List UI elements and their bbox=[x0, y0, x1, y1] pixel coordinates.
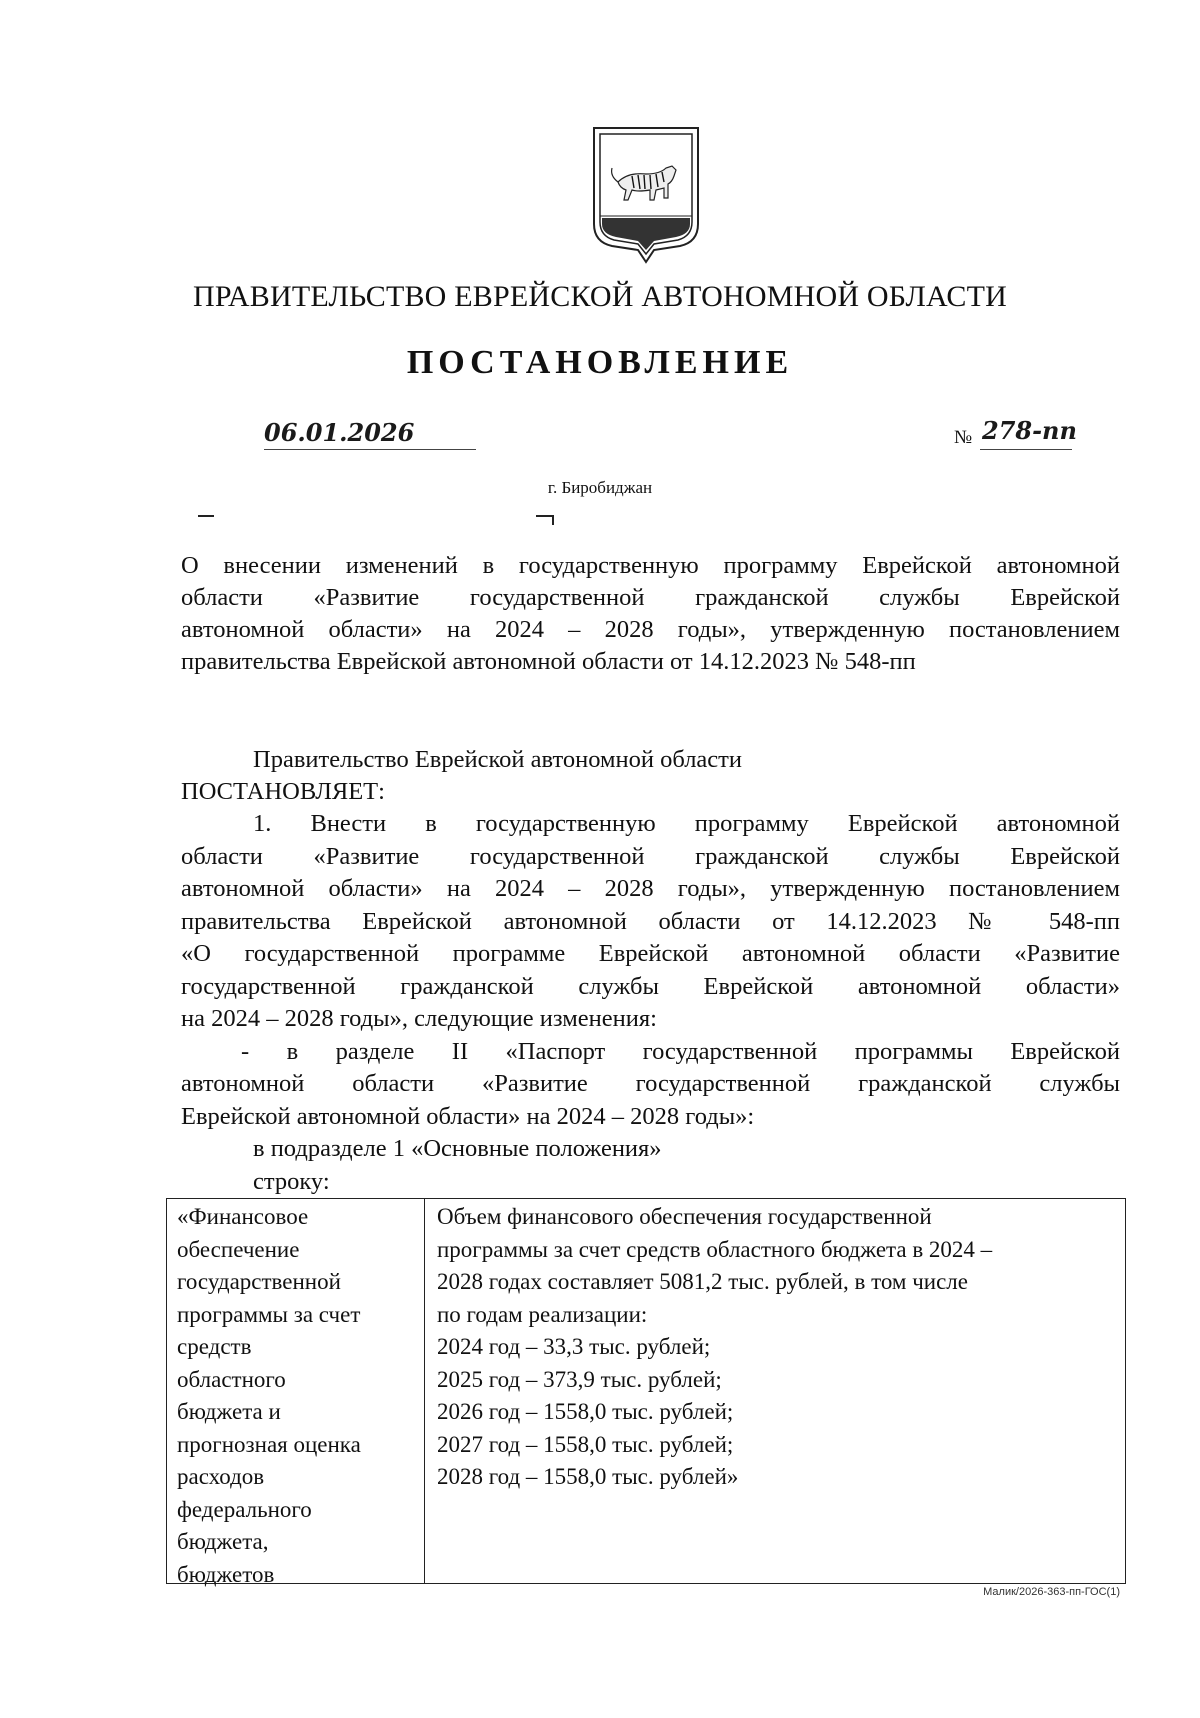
table-right-line: 2028 годах составляет 5081,2 тыс. рублей, в том числе bbox=[437, 1269, 968, 1294]
subject-line: О внесении изменений в государственную программу Еврейской автономной bbox=[181, 552, 1120, 579]
body-line: государственной гражданской службы Еврейской автономной области» bbox=[181, 972, 1120, 1000]
footer-code: Малик/2026-363-пп-ГОС(1) bbox=[983, 1586, 1120, 1598]
subject-line: правительства Еврейской автономной области от 14.12.2023 № 548-пп bbox=[181, 648, 916, 675]
table-left-line: обеспечение bbox=[177, 1236, 300, 1262]
table-left-line: государственной bbox=[177, 1269, 341, 1294]
document-number: 278-пп bbox=[982, 416, 1077, 445]
number-underline bbox=[980, 449, 1072, 450]
table-right-line: 2025 год – 373,9 тыс. рублей; bbox=[437, 1366, 722, 1392]
table-left-line: «Финансовое bbox=[177, 1204, 309, 1229]
preamble-decree: ПОСТАНОВЛЯЕТ: bbox=[181, 778, 385, 805]
document-subject bbox=[181, 550, 1120, 678]
table-right-line: программы за счет средств областного бюджета в 2024 – bbox=[437, 1236, 993, 1262]
table-left-line: бюджетов bbox=[177, 1561, 275, 1587]
table-left-line: программы за счет bbox=[177, 1301, 361, 1327]
table-left-line: бюджета, bbox=[177, 1529, 269, 1554]
table-right-line: 2027 год – 1558,0 тыс. рублей; bbox=[437, 1431, 734, 1457]
body-line: «О государственной программе Еврейской автономной области «Развитие bbox=[181, 940, 1120, 967]
table-right-line: 2028 год – 1558,0 тыс. рублей» bbox=[437, 1464, 739, 1489]
subject-line: области «Развитие государственной гражданской службы Еврейской bbox=[181, 584, 1120, 611]
body-line: - в разделе II «Паспорт государственной программы Еврейской bbox=[241, 1037, 1120, 1065]
table-left-line: средств bbox=[177, 1334, 252, 1359]
body-line: Еврейской автономной области» на 2024 – 2028 годы»: bbox=[181, 1102, 755, 1130]
table-right-cell bbox=[425, 1199, 1125, 1583]
table-left-line: областного bbox=[177, 1366, 286, 1392]
coat-of-arms-icon bbox=[588, 124, 704, 264]
table-right-line: по годам реализации: bbox=[437, 1301, 648, 1327]
table-left-line: прогнозная оценка bbox=[177, 1431, 361, 1457]
table-right-line: 2024 год – 33,3 тыс. рублей; bbox=[437, 1334, 711, 1359]
body-line: 1. Внести в государственную программу Еврейской автономной bbox=[253, 810, 1120, 837]
government-name: ПРАВИТЕЛЬСТВО ЕВРЕЙСКОЙ АВТОНОМНОЙ ОБЛАСТИ bbox=[193, 280, 1007, 313]
table-right-line: 2026 год – 1558,0 тыс. рублей; bbox=[437, 1399, 734, 1424]
body-line: области «Развитие государственной гражданской службы Еврейской bbox=[181, 842, 1120, 870]
preamble-government: Правительство Еврейской автономной области bbox=[253, 746, 742, 773]
corner-mark-right bbox=[536, 515, 554, 525]
table-left-cell bbox=[167, 1199, 425, 1587]
stroku-line: строку: bbox=[253, 1168, 330, 1195]
subject-line: автономной области» на 2024 – 2028 годы», утвержденную постановлением bbox=[181, 616, 1120, 643]
body-line: правительства Еврейской автономной области от 14.12.2023 № 548-пп bbox=[181, 907, 1120, 935]
city: г. Биробиджан bbox=[547, 478, 653, 497]
financing-table bbox=[166, 1198, 1126, 1587]
document-date: 06.01.2026 bbox=[264, 418, 415, 447]
body-line: на 2024 – 2028 годы», следующие изменения: bbox=[181, 1005, 657, 1032]
table-left-line: бюджета и bbox=[177, 1399, 281, 1424]
decree-body bbox=[181, 808, 1120, 1133]
corner-mark-left bbox=[198, 515, 214, 525]
table-left-line: федерального bbox=[177, 1496, 312, 1522]
number-label: № bbox=[954, 427, 973, 448]
body-line: автономной области «Развитие государственной гражданской службы bbox=[181, 1070, 1120, 1097]
table-right-line: Объем финансового обеспечения государственной bbox=[437, 1204, 932, 1229]
document-type: ПОСТАНОВЛЕНИЕ bbox=[406, 344, 794, 381]
date-underline bbox=[264, 449, 476, 450]
table-left-line: расходов bbox=[177, 1464, 265, 1489]
subsection-line: в подразделе 1 «Основные положения» bbox=[253, 1135, 662, 1162]
body-line: автономной области» на 2024 – 2028 годы», утвержденную постановлением bbox=[181, 875, 1120, 902]
